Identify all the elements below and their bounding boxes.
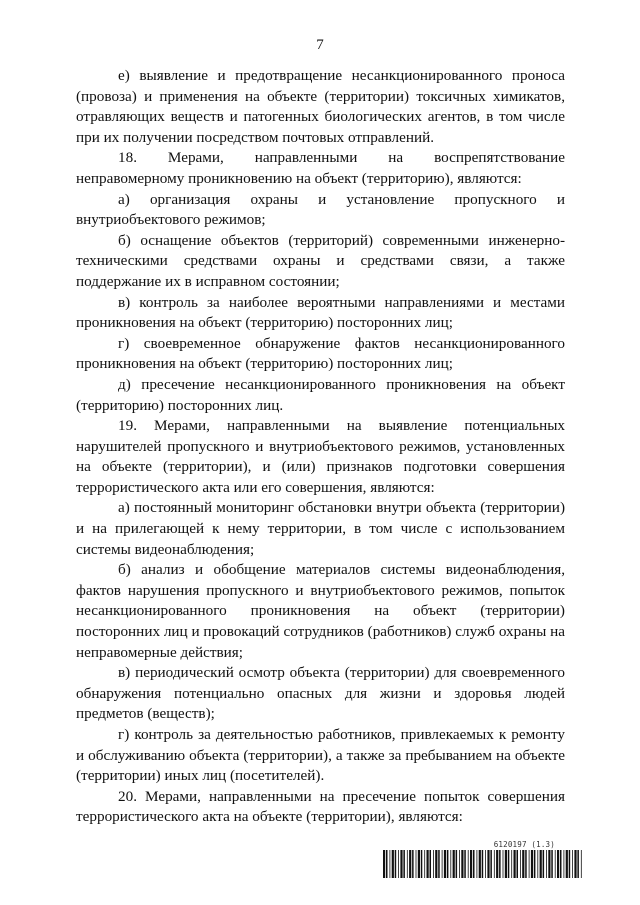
paragraph-18-a: а) организация охраны и установление пропускного и внутриобъектового режимов; xyxy=(76,190,565,229)
paragraph-20-intro: 20. Мерами, направленными на пресечение попыток совершения террористического акта на объекте (территории), являются: xyxy=(76,787,565,826)
paragraph-18-g: г) своевременное обнаружение фактов несанкционированного проникновения на объект (территорию) посторонних лиц; xyxy=(76,334,565,373)
paragraph-19-b: б) анализ и обобщение материалов системы видеонаблюдения, фактов нарушения пропускного и внутриобъектового режимов, попыток несанкционированного проникновения на объект (территории) посторонних лиц и провокаций сотрудников (работников) служб охраны на неправомерные действия; xyxy=(76,561,565,661)
paragraph-e-toxic-chemicals: е) выявление и предотвращение несанкционированного проноса (провоза) и применения на объекте (территории) токсичных химикатов, отравляющих веществ и патогенных биологических агентов, в том числе при их получении посредством почтовых отправлений. xyxy=(76,67,565,146)
barcode-block xyxy=(383,840,583,882)
barcode-id: 6120197 (1.3) xyxy=(493,840,555,849)
paragraph-18-d: д) пресечение несанкционированного проникновения на объект (территорию) посторонних лиц. xyxy=(76,375,565,414)
paragraph-19-v: в) периодический осмотр объекта (территории) для своевременного обнаружения потенциально опасных для жизни и здоровья людей предметов (веществ); xyxy=(76,664,565,723)
paragraph-18-v: в) контроль за наиболее вероятными направлениями и местами проникновения на объект (территорию) посторонних лиц; xyxy=(76,293,565,332)
barcode-icon xyxy=(383,850,583,878)
paragraph-19-intro: 19. Мерами, направленными на выявление потенциальных нарушителей пропускного и внутриобъектового режимов, установленных на объекте (территории), и (или) признаков подготовки совершения террористического акта или его совершения, являются: xyxy=(76,417,565,496)
paragraph-19-g: г) контроль за деятельностью работников, привлекаемых к ремонту и обслуживанию объекта (территории), а также за пребыванием на объекте (территории) иных лиц (посетителей). xyxy=(76,726,565,785)
page-number: 7 xyxy=(316,37,324,53)
paragraph-18-intro: 18. Мерами, направленными на воспрепятствование неправомерному проникновению на объект (территорию), являются: xyxy=(76,149,565,187)
document-body xyxy=(76,66,565,828)
paragraph-18-b: б) оснащение объектов (территорий) современными инженерно-техническими средствами охраны и средствами связи, а также поддержание их в исправном состоянии; xyxy=(76,231,565,290)
paragraph-19-a: а) постоянный мониторинг обстановки внутри объекта (территории) и на прилегающей к нему территории, в том числе с использованием системы видеонаблюдения; xyxy=(76,499,565,558)
